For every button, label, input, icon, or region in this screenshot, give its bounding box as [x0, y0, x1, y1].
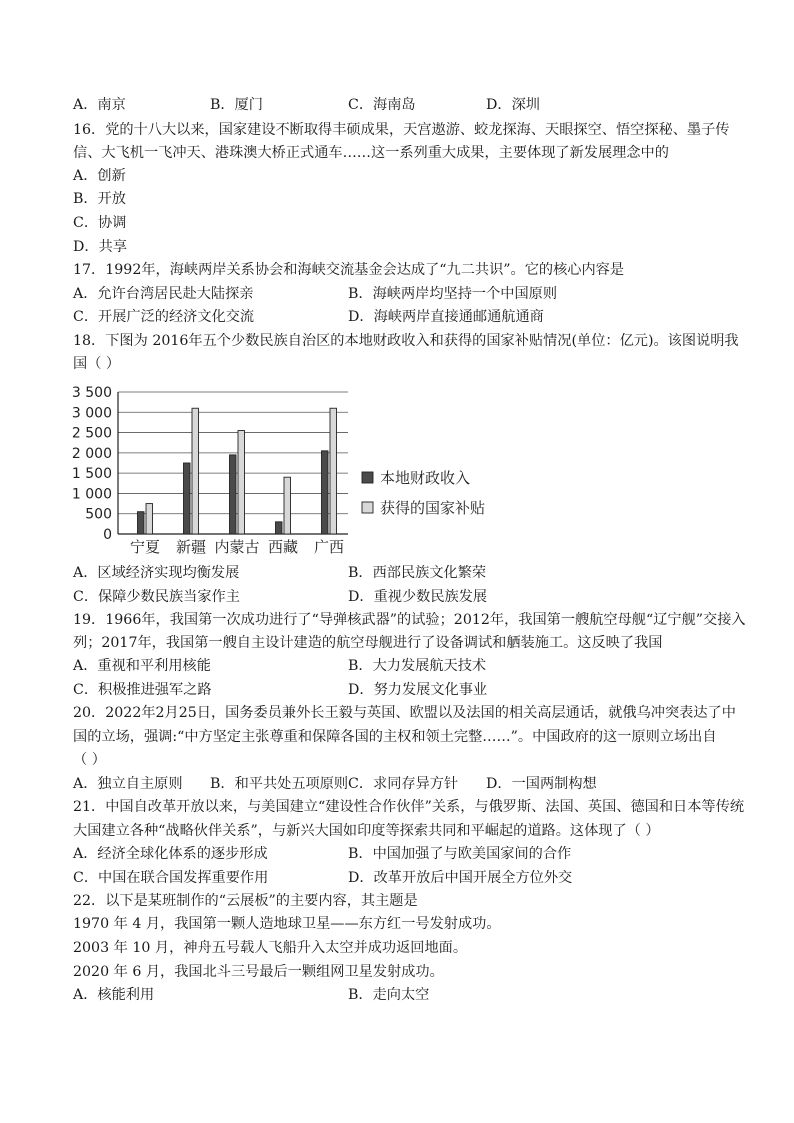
q17-stem: 17．1992年，海峡两岸关系协会和海峡交流基金会达成了“九二共识”。它的核心内容是: [73, 262, 625, 278]
legend-label: 本地财政收入: [380, 469, 471, 487]
q17-option-d: D．海峡两岸直接通邮通航通商: [348, 309, 544, 325]
q19-options-row1: [73, 658, 487, 674]
legend-label: 获得的国家补贴: [380, 499, 486, 517]
q16-option-c: C．协调: [73, 215, 127, 231]
q19-option-c: C．积极推进强军之路: [73, 682, 212, 698]
category-label: 西藏: [267, 538, 299, 556]
bar: [146, 504, 153, 534]
q16-option-a: A．创新: [73, 168, 126, 184]
q16-option-d: D．共享: [73, 239, 127, 255]
q18-stem-line2: 国（ ）: [73, 356, 121, 372]
q18-options-row1: [73, 565, 487, 581]
chart-bars: [138, 408, 337, 534]
y-tick-label: 500: [85, 506, 112, 523]
bar: [284, 477, 291, 534]
q19-options-row2: [73, 682, 488, 698]
bar: [192, 408, 199, 534]
q20-stem-line1: 20．2022年2月25日，国务委员兼外长王毅与英国、欧盟以及法国的相关高层通话，就俄乌冲突表达了中: [73, 705, 736, 721]
chart-categories: [130, 538, 344, 556]
category-label: 广西: [313, 538, 345, 556]
q22-stem: 22．以下是某班制作的“云展板”的主要内容，其主题是: [73, 893, 418, 909]
q18-bar-chart: [70, 380, 520, 560]
bar: [330, 408, 337, 534]
q17-options-row2: [73, 309, 544, 325]
bar: [276, 522, 283, 534]
q15-option-c: C．海南岛: [348, 97, 416, 113]
y-tick-label: 2 000: [71, 445, 112, 462]
chart-legend: [362, 469, 485, 517]
bar: [138, 512, 145, 534]
q20-option-a: A．独立自主原则: [73, 776, 183, 792]
y-tick-label: 1 500: [71, 466, 112, 483]
y-tick-label: 1 000: [71, 486, 112, 503]
q18-option-b: B．西部民族文化繁荣: [348, 565, 487, 581]
y-tick-label: 2 500: [71, 425, 112, 442]
q20-stem-line2: 国的立场，强调:“中方坚定主张尊重和保障各国的主权和领土完整……”。中国政府的这一原则立场出自: [73, 729, 717, 745]
q22-board-line2: 2003 年 10 月，神舟五号载人飞船升入太空并成功返回地面。: [73, 940, 468, 956]
legend-swatch: [362, 502, 373, 513]
q21-stem-line2: 大国建立各种“战略伙伴关系”，与新兴大国如印度等探索共同和平崛起的道路。这体现了（ ）: [73, 823, 660, 839]
q17-option-c: C．开展广泛的经济文化交流: [73, 309, 255, 325]
q15-option-a: A．南京: [73, 97, 126, 113]
q18-option-d: D．重视少数民族发展: [348, 589, 488, 605]
q19-stem-line1: 19．1966年，我国第一次成功进行了“导弹核武器”的试验；2012年，我国第一艘航空母舰“辽宁舰”交接入: [73, 612, 746, 628]
q18-option-c: C．保障少数民族当家作主: [73, 589, 240, 605]
q17-options-row1: [73, 286, 558, 302]
q19-option-a: A．重视和平利用核能: [73, 658, 211, 674]
q19-option-b: B．大力发展航天技术: [348, 658, 487, 674]
q20-stem-line3: （ ）: [73, 752, 106, 768]
bar: [184, 463, 191, 534]
chart-y-ticks: [72, 385, 112, 543]
bar: [230, 455, 237, 534]
q21-stem-line1: 21．中国自改革开放以来，与美国建立“建设性合作伙伴”关系，与俄罗斯、法国、英国、德国和日本等传统: [73, 799, 745, 815]
q22-board-line1: 1970 年 4 月，我国第一颗人造地球卫星——东方红一号发射成功。: [73, 916, 501, 932]
q20-option-d: D．一国两制构想: [486, 776, 597, 792]
q22-option-b: B．走向太空: [348, 987, 430, 1003]
q16-option-b: B．开放: [73, 191, 126, 207]
q18-stem-line1: 18．下图为 2016年五个少数民族自治区的本地财政收入和获得的国家补贴情况(单位：亿元)。该图说明我: [73, 333, 739, 349]
category-label: 新疆: [175, 538, 207, 556]
legend-swatch: [362, 472, 373, 483]
q22-board-line3: 2020 年 6 月，我国北斗三号最后一颗组网卫星发射成功。: [73, 964, 444, 980]
q16-stem-line2: 信、大飞机一飞冲天、港珠澳大桥正式通车……这一系列重大成果，主要体现了新发展理念中的: [73, 145, 669, 161]
q21-options-row1: [73, 846, 572, 862]
category-label: 宁夏: [129, 538, 161, 556]
bar: [238, 431, 245, 534]
q17-option-a: A．允许台湾居民赴大陆探亲: [73, 286, 254, 302]
q20-option-b: B．和平共处五项原则: [210, 776, 349, 792]
q22-option-a: A．核能利用: [73, 987, 155, 1003]
q20-option-c: C．求同存异方针: [348, 776, 459, 792]
q15-option-d: D．深圳: [486, 97, 540, 113]
q17-option-b: B．海峡两岸均坚持一个中国原则: [348, 286, 558, 302]
q21-options-row2: [73, 870, 573, 886]
q21-option-d: D．改革开放后中国开展全方位外交: [348, 870, 573, 886]
q21-option-c: C．中国在联合国发挥重要作用: [73, 870, 269, 886]
q16-stem-line1: 16．党的十八大以来，国家建设不断取得丰硕成果，天宫遨游、蛟龙探海、天眼探空、悟空探秘、墨子传: [73, 122, 730, 138]
category-label: 内蒙古: [214, 538, 260, 556]
y-tick-label: 3 000: [71, 405, 112, 422]
y-tick-label: 3 500: [71, 385, 112, 401]
q22-options-row1: [73, 987, 430, 1003]
q19-option-d: D．努力发展文化事业: [348, 682, 488, 698]
y-tick-label: 0: [103, 527, 112, 543]
q18-option-a: A．区域经济实现均衡发展: [73, 565, 240, 581]
q18-options-row2: [73, 589, 488, 605]
q21-option-a: A．经济全球化体系的逐步形成: [73, 846, 268, 862]
q15-option-b: B．厦门: [210, 97, 263, 113]
q19-stem-line2: 列；2017年，我国第一艘自主设计建造的航空母舰进行了设备调试和舾装施工。这反映了我国: [73, 635, 663, 651]
bar: [322, 451, 329, 534]
q21-option-b: B．中国加强了与欧美国家间的合作: [348, 846, 572, 862]
